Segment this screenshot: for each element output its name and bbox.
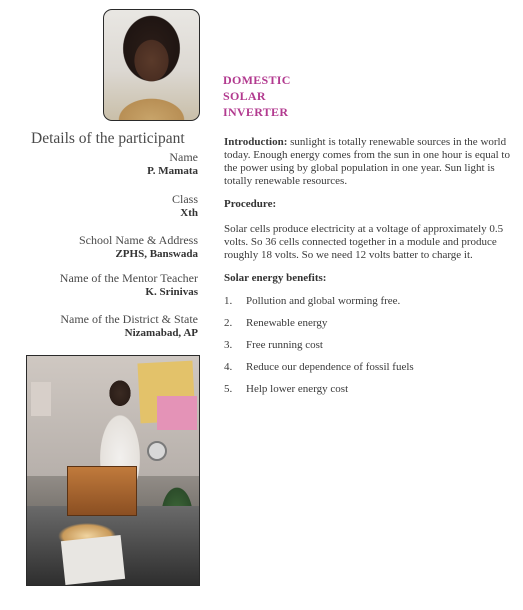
introduction-paragraph [224,136,514,188]
list-text: Reduce our dependence of fossil fuels [246,361,414,373]
title-line-2: SOLAR [223,89,266,103]
field-district [0,312,198,340]
field-label: School Name & Address [79,233,198,247]
field-label: Class [171,192,198,206]
list-item [224,383,514,405]
photo-mat [61,535,125,585]
title-line-3: INVERTER [223,105,289,119]
project-title [223,72,291,120]
field-value: Xth [180,207,198,219]
list-text: Pollution and global worming free. [246,295,401,307]
field-value: Nizamabad, AP [124,327,198,339]
introduction-text: sunlight is totally renewable sources in the world today. Enough energy comes from the sun in one hour is equal to the power using by global population in one year. Sun light is totally renewable resources. [224,136,510,187]
list-text: Help lower energy cost [246,383,349,395]
project-content [224,136,514,405]
list-number: 2. [224,317,233,329]
participant-portrait-photo [103,9,200,121]
list-text: Renewable energy [246,317,328,329]
field-name [0,150,198,178]
list-item [224,295,514,317]
list-number: 3. [224,339,233,351]
benefits-list [224,295,514,405]
list-number: 4. [224,361,233,373]
procedure-text: Solar cells produce electricity at a voltage of approximately 0.5 volts. So 36 cells connected together in a module and produce roughly 18 volts. So we need 12 volts batter to charge it. [224,223,504,261]
photo-poster [157,396,197,430]
field-value: ZPHS, Banswada [115,248,198,260]
title-line-1: DOMESTIC [223,73,291,87]
field-school [0,233,198,261]
portrait-image [104,10,199,120]
list-number: 1. [224,295,233,307]
project-demonstration-photo [26,355,200,586]
field-value: P. Mamata [147,165,198,177]
field-label: Name [169,150,198,164]
benefits-heading: Solar energy benefits: [224,272,327,284]
procedure-heading: Procedure: [224,198,277,210]
list-item [224,361,514,383]
photo-badge [147,441,167,461]
list-item [224,339,514,361]
field-class [0,192,198,220]
photo-inverter-box [67,466,137,516]
list-text: Free running cost [246,339,323,351]
field-label: Name of the Mentor Teacher [59,271,198,285]
introduction-label: Introduction: [224,136,288,148]
list-number: 5. [224,383,233,395]
photo-poster [31,382,51,416]
details-heading: Details of the participant [31,130,185,147]
list-item [224,317,514,339]
field-value: K. Srinivas [145,286,198,298]
field-label: Name of the District & State [60,312,198,326]
field-mentor [0,271,198,299]
